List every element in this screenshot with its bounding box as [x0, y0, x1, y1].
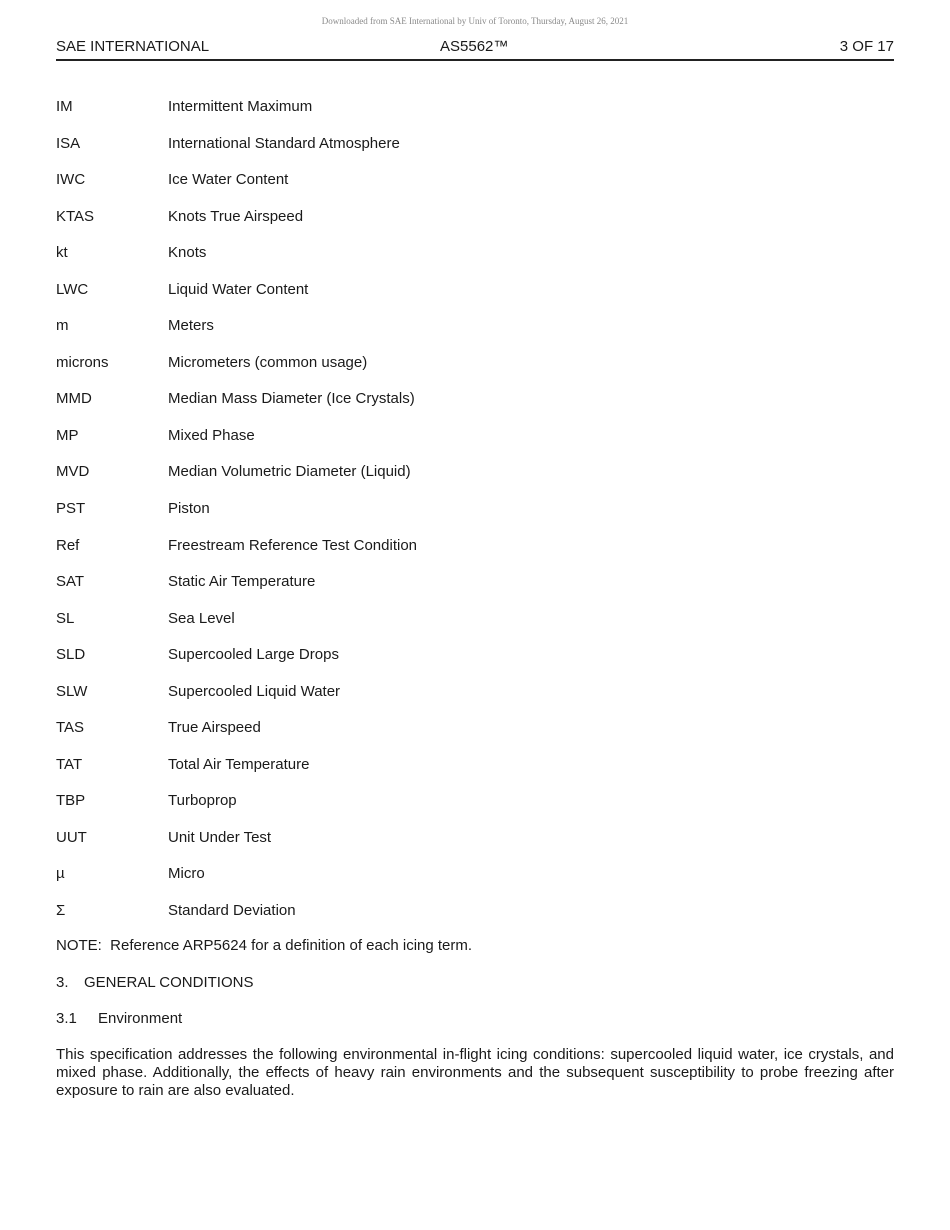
abbreviation-definition: Unit Under Test — [168, 828, 272, 846]
abbreviation-row — [56, 755, 894, 792]
abbreviation-row — [56, 97, 894, 134]
note-text: NOTE: Reference ARP5624 for a definition of each icing term. — [56, 937, 473, 954]
abbreviation-row — [56, 280, 894, 317]
abbreviation-row — [56, 462, 894, 499]
abbreviation-term: MP — [56, 426, 79, 444]
abbreviation-row — [56, 207, 894, 244]
abbreviation-term: µ — [56, 865, 65, 883]
abbreviation-term: MVD — [56, 463, 90, 481]
abbreviation-row — [56, 243, 894, 280]
abbreviation-definition: True Airspeed — [168, 719, 261, 737]
section-title: GENERAL CONDITIONS — [84, 974, 254, 991]
abbreviation-definition: Mixed Phase — [168, 426, 255, 444]
abbreviation-term: ISA — [56, 134, 81, 152]
abbreviation-row — [56, 572, 894, 609]
abbreviation-definition: Supercooled Liquid Water — [168, 682, 341, 700]
abbreviation-row — [56, 134, 894, 171]
abbreviation-term: SL — [56, 609, 75, 627]
section-heading — [56, 973, 253, 993]
abbreviation-term: MMD — [56, 390, 92, 408]
abbreviation-term: IM — [56, 98, 73, 115]
abbreviation-term: kt — [56, 244, 68, 262]
abbreviation-row — [56, 316, 894, 353]
abbreviation-row — [56, 389, 894, 426]
abbreviation-definition: Micrometers (common usage) — [168, 353, 368, 371]
abbreviation-row — [56, 645, 894, 682]
abbreviation-definition: International Standard Atmosphere — [168, 134, 400, 152]
abbreviation-term: TBP — [56, 792, 86, 810]
abbreviation-definition: Median Volumetric Diameter (Liquid) — [168, 463, 411, 481]
abbreviation-row — [56, 791, 894, 828]
abbreviation-row — [56, 353, 894, 390]
abbreviation-definition: Median Mass Diameter (Ice Crystals) — [168, 390, 415, 408]
abbreviation-definition: Piston — [168, 500, 210, 518]
abbreviation-row — [56, 901, 894, 938]
abbreviation-term: KTAS — [56, 207, 95, 225]
abbreviation-definition: Supercooled Large Drops — [168, 646, 339, 664]
abbreviation-definition: Intermittent Maximum — [168, 98, 313, 115]
abbreviation-term: TAT — [56, 755, 83, 773]
abbreviation-definition: Micro — [168, 865, 205, 883]
abbreviation-row — [56, 718, 894, 755]
abbreviation-term: SLW — [56, 682, 88, 700]
subsection-number: 3.1 — [56, 1010, 77, 1027]
abbreviation-row — [56, 536, 894, 573]
abbreviation-list — [56, 97, 894, 938]
abbreviation-definition: Knots True Airspeed — [168, 207, 304, 225]
subsection-heading — [56, 1009, 182, 1029]
abbreviation-term: SLD — [56, 646, 86, 664]
abbreviation-term: Ref — [56, 536, 80, 554]
abbreviation-row — [56, 426, 894, 463]
document-id: AS5562™ — [440, 38, 509, 55]
abbreviation-term: m — [56, 317, 69, 335]
abbreviation-definition: Meters — [168, 317, 214, 335]
abbreviation-term: UUT — [56, 828, 87, 846]
abbreviation-row — [56, 682, 894, 719]
abbreviation-term: TAS — [56, 719, 85, 737]
abbreviation-definition: Ice Water Content — [168, 171, 289, 189]
abbreviation-row — [56, 864, 894, 901]
abbreviation-definition: Standard Deviation — [168, 902, 296, 920]
abbreviation-term: PST — [56, 500, 86, 518]
publisher-name: SAE INTERNATIONAL — [56, 38, 210, 55]
abbreviation-term: Σ — [56, 902, 66, 920]
subsection-title: Environment — [98, 1010, 183, 1027]
abbreviation-term: SAT — [56, 573, 85, 591]
abbreviation-row — [56, 609, 894, 646]
abbreviation-term: microns — [56, 353, 109, 371]
section-number: 3. — [56, 974, 69, 991]
abbreviation-definition: Knots — [168, 244, 207, 262]
abbreviation-definition: Static Air Temperature — [168, 573, 316, 591]
body-paragraph: This specification addresses the following environmental in-flight icing conditions: supercooled liquid water, ice crystals, and mixed phase. Additionally, the effects of heavy rain environments and the subsequent susceptibility to probe freezing after exposure to rain are also evaluated. — [56, 1046, 894, 1099]
abbreviation-definition: Sea Level — [168, 609, 235, 627]
abbreviation-definition: Turboprop — [168, 792, 237, 810]
download-watermark: Downloaded from SAE International by Univ of Toronto, Thursday, August 26, 2021 — [321, 16, 629, 26]
page-number: 3 OF 17 — [839, 38, 894, 55]
abbreviation-row — [56, 828, 894, 865]
abbreviation-term: IWC — [56, 171, 86, 189]
abbreviation-term: LWC — [56, 280, 89, 298]
abbreviation-row — [56, 170, 894, 207]
page-header — [56, 38, 894, 61]
abbreviation-row — [56, 499, 894, 536]
abbreviation-definition: Liquid Water Content — [168, 280, 309, 298]
abbreviation-definition: Freestream Reference Test Condition — [168, 536, 418, 554]
abbreviation-definition: Total Air Temperature — [168, 755, 310, 773]
